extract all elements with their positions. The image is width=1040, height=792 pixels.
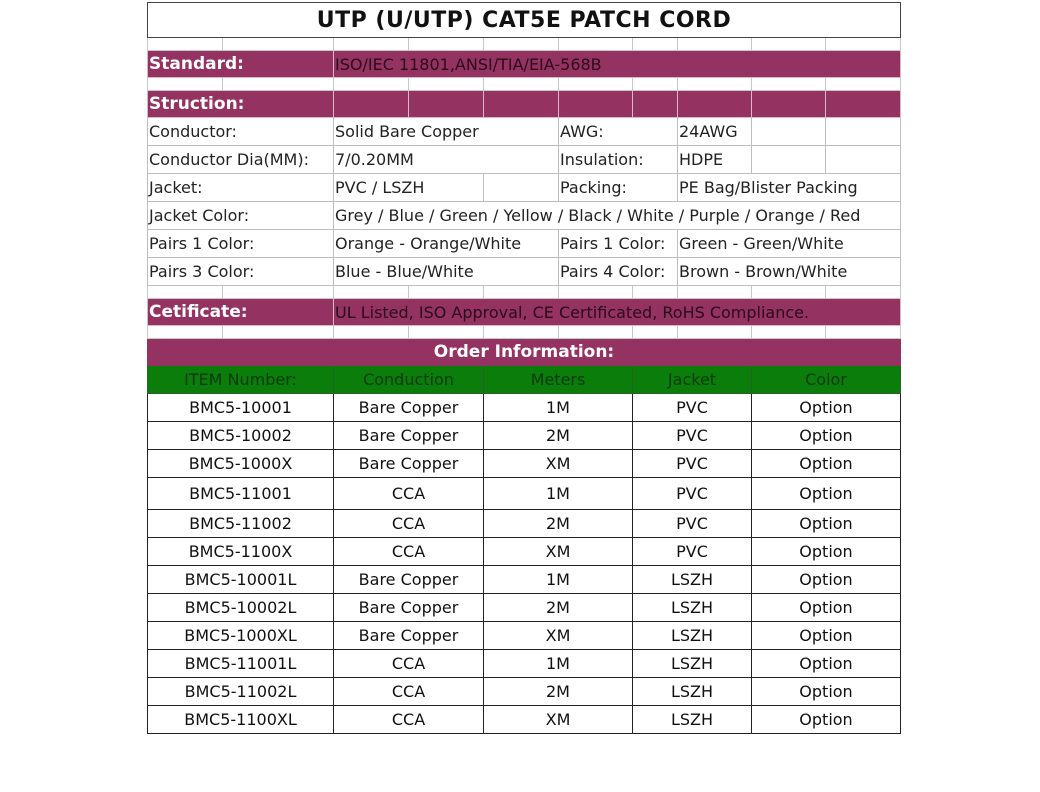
conductor-dia-label: Conductor Dia(MM):: [148, 146, 334, 174]
pairs1-value: Orange - Orange/White: [334, 230, 559, 258]
jacket-value: PVC / LSZH: [334, 174, 484, 202]
packing-label: Packing:: [559, 174, 678, 202]
spec-row-pairs-a: [148, 230, 901, 258]
conductor-label: Conductor:: [148, 118, 334, 146]
spec-row-jacket: [148, 174, 901, 202]
table-row: [148, 478, 901, 510]
page-title: UTP (U/UTP) CAT5E PATCH CORD: [148, 3, 901, 38]
jacket: PVC: [633, 422, 752, 450]
spec-row-jacket-color: [148, 202, 901, 230]
spec-sheet: [147, 2, 900, 734]
item-number: BMC5-1100XL: [148, 706, 334, 734]
jacket: LSZH: [633, 566, 752, 594]
spec-row-conductor: [148, 118, 901, 146]
conductor-value: Solid Bare Copper: [334, 118, 559, 146]
item-number: BMC5-1100X: [148, 538, 334, 566]
certificate-row: [148, 299, 901, 326]
jacket: PVC: [633, 478, 752, 510]
meters: XM: [484, 538, 633, 566]
pairs3-label: Pairs 3 Color:: [148, 258, 334, 286]
meters: XM: [484, 450, 633, 478]
standard-value: ISO/IEC 11801,ANSI/TIA/EIA-568B: [334, 51, 901, 78]
insulation-label: Insulation:: [559, 146, 678, 174]
meters: 1M: [484, 394, 633, 422]
conduction: CCA: [334, 538, 484, 566]
pairs3-value: Blue - Blue/White: [334, 258, 559, 286]
struction-label: Struction:: [148, 91, 334, 118]
jacket: LSZH: [633, 678, 752, 706]
color: Option: [752, 510, 901, 538]
spec-table: [147, 2, 901, 734]
jacket-label: Jacket:: [148, 174, 334, 202]
conduction: CCA: [334, 510, 484, 538]
conduction: CCA: [334, 678, 484, 706]
jacket: PVC: [633, 538, 752, 566]
table-row: [148, 394, 901, 422]
meters: XM: [484, 622, 633, 650]
item-number: BMC5-11001: [148, 478, 334, 510]
jacket-color-label: Jacket Color:: [148, 202, 334, 230]
table-row: [148, 706, 901, 734]
spacer-row: [148, 78, 901, 91]
meters: 1M: [484, 650, 633, 678]
spacer-row: [148, 326, 901, 339]
color: Option: [752, 706, 901, 734]
color: Option: [752, 478, 901, 510]
item-number: BMC5-10002: [148, 422, 334, 450]
table-row: [148, 422, 901, 450]
packing-value: PE Bag/Blister Packing: [678, 174, 901, 202]
table-row: [148, 566, 901, 594]
meters: 2M: [484, 678, 633, 706]
meters: 2M: [484, 510, 633, 538]
item-number: BMC5-11002: [148, 510, 334, 538]
conduction: Bare Copper: [334, 422, 484, 450]
color: Option: [752, 594, 901, 622]
pairs2-label: Pairs 1 Color:: [559, 230, 678, 258]
conduction: Bare Copper: [334, 450, 484, 478]
jacket: PVC: [633, 394, 752, 422]
color: Option: [752, 566, 901, 594]
jacket: PVC: [633, 450, 752, 478]
conductor-dia-value: 7/0.20MM: [334, 146, 559, 174]
jacket: LSZH: [633, 622, 752, 650]
table-row: [148, 450, 901, 478]
order-title-row: [148, 339, 901, 366]
item-number: BMC5-10001L: [148, 566, 334, 594]
standard-label: Standard:: [148, 51, 334, 78]
color: Option: [752, 394, 901, 422]
pairs2-value: Green - Green/White: [678, 230, 901, 258]
color: Option: [752, 450, 901, 478]
table-row: [148, 678, 901, 706]
header-item-number: ITEM Number:: [148, 366, 334, 394]
conduction: Bare Copper: [334, 622, 484, 650]
item-number: BMC5-1000XL: [148, 622, 334, 650]
pairs4-value: Brown - Brown/White: [678, 258, 901, 286]
header-jacket: Jacket: [633, 366, 752, 394]
order-header-row: [148, 366, 901, 394]
table-row: [148, 510, 901, 538]
jacket: LSZH: [633, 594, 752, 622]
header-meters: Meters: [484, 366, 633, 394]
pairs1-label: Pairs 1 Color:: [148, 230, 334, 258]
standard-row: [148, 51, 901, 78]
color: Option: [752, 678, 901, 706]
table-row: [148, 538, 901, 566]
item-number: BMC5-11001L: [148, 650, 334, 678]
conduction: Bare Copper: [334, 394, 484, 422]
awg-value: 24AWG: [678, 118, 752, 146]
meters: 2M: [484, 422, 633, 450]
jacket: PVC: [633, 510, 752, 538]
conduction: CCA: [334, 706, 484, 734]
meters: XM: [484, 706, 633, 734]
table-row: [148, 594, 901, 622]
color: Option: [752, 422, 901, 450]
spacer-row: [148, 286, 901, 299]
insulation-value: HDPE: [678, 146, 752, 174]
order-title: Order Information:: [148, 339, 901, 366]
table-row: [148, 622, 901, 650]
conduction: CCA: [334, 650, 484, 678]
spacer-row: [148, 38, 901, 51]
jacket: LSZH: [633, 706, 752, 734]
meters: 2M: [484, 594, 633, 622]
jacket: LSZH: [633, 650, 752, 678]
meters: 1M: [484, 478, 633, 510]
item-number: BMC5-11002L: [148, 678, 334, 706]
conduction: Bare Copper: [334, 566, 484, 594]
jacket-color-value: Grey / Blue / Green / Yellow / Black / White / Purple / Orange / Red: [334, 202, 901, 230]
pairs4-label: Pairs 4 Color:: [559, 258, 678, 286]
header-conduction: Conduction: [334, 366, 484, 394]
item-number: BMC5-1000X: [148, 450, 334, 478]
item-number: BMC5-10001: [148, 394, 334, 422]
table-row: [148, 650, 901, 678]
color: Option: [752, 538, 901, 566]
conduction: Bare Copper: [334, 594, 484, 622]
struction-row: [148, 91, 901, 118]
item-number: BMC5-10002L: [148, 594, 334, 622]
color: Option: [752, 650, 901, 678]
spec-row-conductor-dia: [148, 146, 901, 174]
color: Option: [752, 622, 901, 650]
spec-row-pairs-b: [148, 258, 901, 286]
header-color: Color: [752, 366, 901, 394]
certificate-label: Cetificate:: [148, 299, 334, 326]
awg-label: AWG:: [559, 118, 678, 146]
conduction: CCA: [334, 478, 484, 510]
certificate-value: UL Listed, ISO Approval, CE Certificated, RoHS Compliance.: [334, 299, 901, 326]
meters: 1M: [484, 566, 633, 594]
